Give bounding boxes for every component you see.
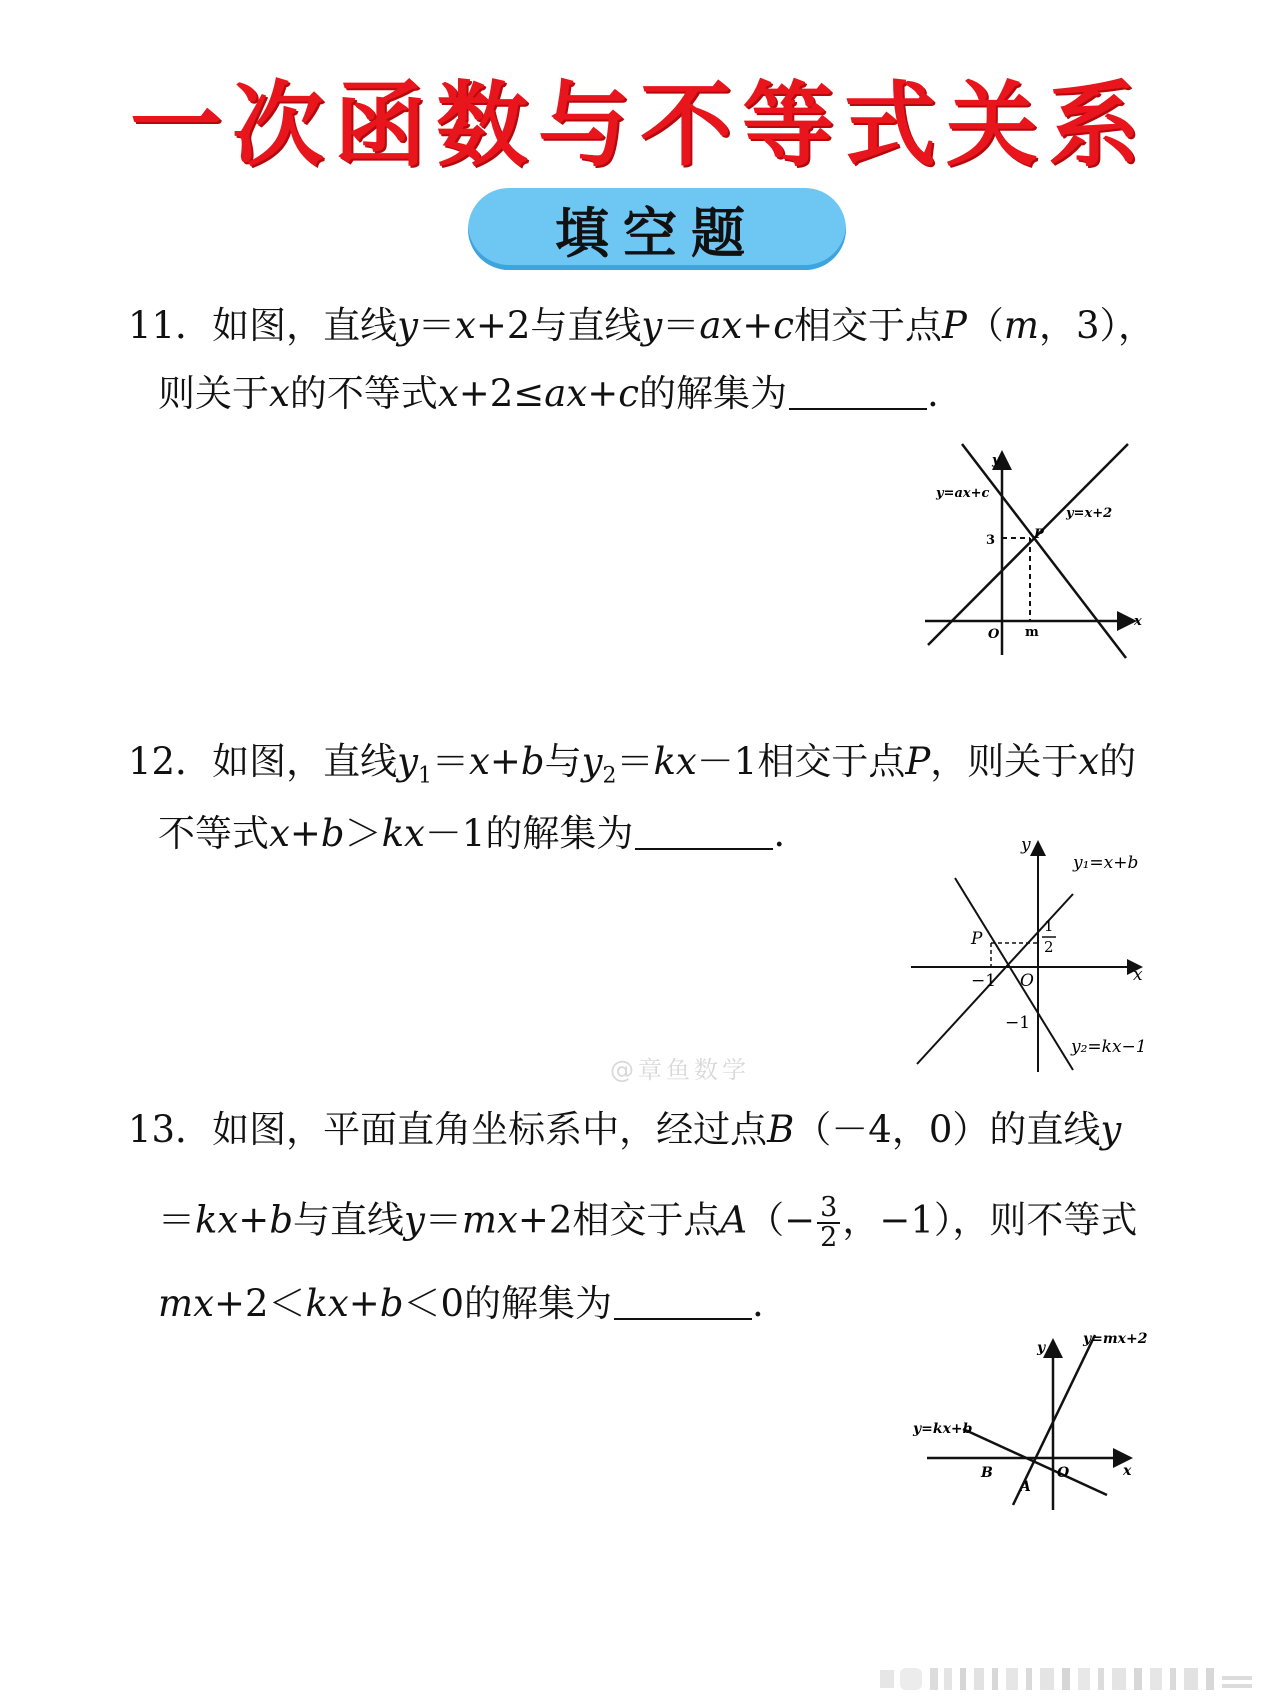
q13-var: b	[269, 1198, 293, 1242]
q13-label-mx: y=mx+2	[1083, 1331, 1148, 1347]
q12-var: kx	[381, 812, 425, 855]
q12-var: b	[520, 740, 545, 783]
q12-text: 不等式	[158, 812, 269, 855]
q11-line-2	[158, 372, 939, 416]
q11-x-label: x	[1134, 614, 1142, 629]
q13-origin: O	[1057, 1465, 1070, 1481]
q13-text: （－4，0）的直线	[794, 1108, 1101, 1151]
q11-text: 相交于点	[794, 304, 943, 347]
q12-point-p: P	[971, 929, 983, 949]
q13-var: kx	[305, 1282, 349, 1325]
q13-point-b: B	[981, 1465, 993, 1481]
q13-text: ，−1），则不等式	[842, 1198, 1138, 1242]
q11-text: （	[966, 304, 1004, 347]
q13-frac-num: 3	[817, 1194, 840, 1224]
q13-graph	[905, 1325, 1148, 1515]
q12-text: ，则关于	[930, 740, 1079, 783]
q12-x-label: x	[1133, 965, 1143, 985]
q13-text: 与直线	[293, 1198, 404, 1242]
q11-tick-3: 3	[986, 533, 996, 548]
q11-text: .	[926, 372, 939, 415]
q11-tick-m: m	[1025, 625, 1039, 640]
q11-var: y	[397, 304, 418, 347]
q13-var: kx	[195, 1198, 239, 1242]
q12-origin: O	[1020, 971, 1034, 991]
q13-var: mx	[461, 1198, 518, 1242]
q13-text: +2相交于点	[517, 1198, 721, 1242]
q11-text: +2≤	[458, 372, 545, 415]
q12-var: y	[581, 740, 603, 783]
q13-label-kx: y=kx+b	[913, 1421, 973, 1437]
q11-var: y	[641, 304, 663, 347]
q12-label-y1: y₁=x+b	[1073, 853, 1139, 873]
q12-var: kx	[653, 740, 697, 783]
q12-label-y2: y₂=kx−1	[1071, 1037, 1147, 1057]
q13-var: mx	[158, 1282, 214, 1325]
q13-text: ＝	[158, 1198, 195, 1242]
q12-var: b	[320, 812, 345, 855]
q11-text: 如图，直线	[212, 304, 398, 347]
q12-var: x	[469, 740, 490, 783]
q13-text: （−	[747, 1198, 816, 1242]
q13-line-kx-b	[963, 1429, 1107, 1495]
q13-text: +	[348, 1282, 380, 1325]
q12-y-label: y	[1021, 835, 1031, 855]
q13-frac-den: 2	[820, 1222, 838, 1253]
watermark: @章鱼数学	[610, 1056, 750, 1084]
q12-text: 的	[1099, 740, 1137, 783]
q13-answer-blank[interactable]	[614, 1284, 752, 1320]
q11-var: x	[437, 372, 459, 415]
q12-line-2	[158, 812, 785, 856]
q13-line-1	[128, 1108, 1121, 1152]
q11-var: x	[455, 304, 476, 347]
q13-line-2	[158, 1194, 1137, 1252]
q12-text: －1的解集为	[424, 812, 634, 855]
q13-text: +2＜	[213, 1282, 306, 1325]
q13-var: y	[404, 1198, 425, 1242]
q11-var: c	[773, 304, 795, 347]
section-label: 填空题	[555, 201, 759, 265]
q12-text: ＝	[616, 740, 654, 783]
q11-var: m	[1003, 304, 1040, 347]
q13-fraction	[817, 1194, 840, 1252]
q12-graph	[905, 830, 1165, 1080]
q12-text: 与	[544, 740, 582, 783]
q11-text: 的解集为	[638, 372, 787, 415]
section-badge	[468, 188, 846, 270]
q12-var: x	[1078, 740, 1100, 783]
q13-line-3	[158, 1282, 764, 1326]
q11-var: c	[618, 372, 639, 415]
q11-label-x-2: y=x+2	[1066, 506, 1113, 521]
q13-var: B	[767, 1108, 795, 1151]
q11-text: ＝	[418, 304, 455, 347]
q11-label-ax-c: y=ax+c	[936, 486, 990, 501]
q12-text: －1相交于点	[696, 740, 906, 783]
q11-point-p: P	[1034, 527, 1044, 542]
q12-answer-blank[interactable]	[635, 814, 773, 850]
q13-var: A	[720, 1198, 748, 1242]
q12-tick-neg1-y: −1	[1005, 1013, 1031, 1033]
q11-var: ax	[544, 372, 588, 415]
q13-var: b	[379, 1282, 404, 1325]
q13-point-a: A	[1020, 1479, 1031, 1495]
q11-number: 11．	[128, 304, 213, 347]
q12-var: P	[905, 740, 931, 783]
q11-line-ax-c	[962, 444, 1126, 658]
q12-tick-neg1-x: −1	[971, 971, 997, 991]
q12-text: +	[489, 740, 521, 783]
q12-half-den: 2	[1044, 938, 1054, 956]
q11-text: 的不等式	[289, 372, 438, 415]
q13-text: 如图，平面直角坐标系中，经过点	[212, 1108, 768, 1151]
q11-text: +	[742, 304, 774, 347]
q11-text: +2与直线	[475, 304, 642, 347]
q13-var: y	[1100, 1108, 1122, 1151]
q11-var: x	[269, 372, 290, 415]
q11-var: P	[942, 304, 967, 347]
q13-text: +	[238, 1198, 270, 1242]
q12-text: 如图，直线	[212, 740, 398, 783]
q13-text: ＝	[424, 1198, 462, 1242]
q12-text: +	[289, 812, 321, 855]
q11-line-x-plus-2	[928, 444, 1128, 645]
q13-text: .	[752, 1282, 764, 1325]
q11-text: ，3），	[1039, 304, 1156, 347]
q12-text: ＞	[344, 812, 382, 855]
q12-text: ＝	[432, 740, 469, 783]
q11-text: 则关于	[158, 372, 269, 415]
q11-answer-blank[interactable]	[789, 374, 927, 410]
q11-text: +	[587, 372, 619, 415]
q11-text: ＝	[662, 304, 700, 347]
q12-sub: 2	[602, 763, 617, 789]
q12-sub: 1	[418, 763, 432, 789]
q13-y-label: y	[1037, 1340, 1046, 1356]
q12-line-1	[128, 740, 1136, 798]
q13-x-label: x	[1123, 1463, 1132, 1479]
q11-graph	[920, 440, 1150, 665]
q12-half-num: 1	[1044, 917, 1054, 935]
q13-text: ＜0的解集为	[403, 1282, 613, 1325]
q12-var: x	[269, 812, 290, 855]
footer-decoration	[880, 1664, 1270, 1694]
q12-text: .	[773, 812, 786, 855]
q12-var: y	[397, 740, 418, 783]
q11-y-label: y	[992, 453, 1000, 468]
q11-line-1	[128, 304, 1155, 348]
q12-number: 12．	[128, 740, 213, 783]
q13-number: 13．	[128, 1108, 213, 1151]
q11-var: ax	[699, 304, 743, 347]
page-title: 一次函数与不等式关系	[129, 72, 1150, 179]
q11-origin: O	[988, 627, 1000, 642]
